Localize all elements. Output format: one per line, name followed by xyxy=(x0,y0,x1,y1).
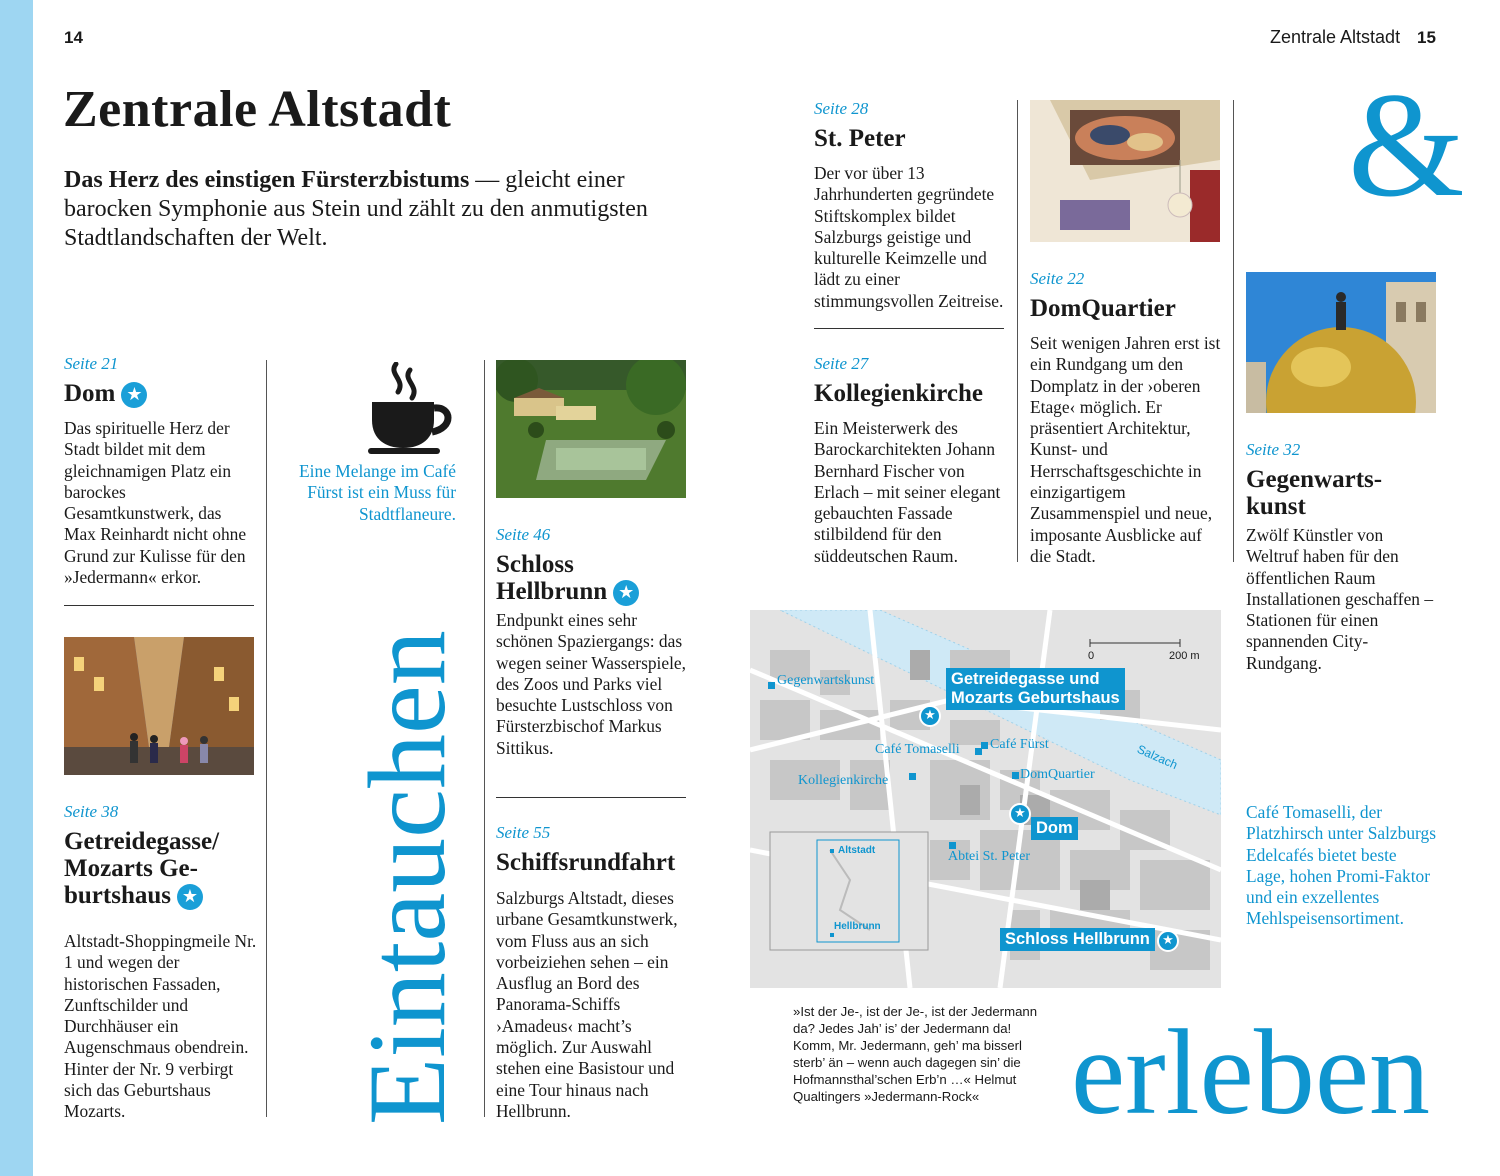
map-box-dom[interactable]: Dom xyxy=(1031,817,1078,840)
dom-heading xyxy=(64,380,147,408)
getreidegasse-heading-l2: Mozarts Ge- xyxy=(64,855,198,882)
map-label-abtei[interactable]: Abtei St. Peter xyxy=(948,849,1031,864)
st-peter-photo xyxy=(1030,100,1220,242)
map-marker-icon xyxy=(981,742,988,749)
column-divider xyxy=(1017,100,1018,562)
map-marker-icon xyxy=(975,748,982,755)
ampersand: & xyxy=(1348,62,1465,228)
schiffsrundfahrt-text: Salzburgs Altstadt, dieses urbane Gesamtkunstwerk, vom Fluss aus an sich vorbeiziehen sehen – ein Ausflug an Bord des Panorama-Schiffs ›Amadeus‹ macht’s möglich. Zur Auswahl stehen eine Basistour und eine Tour hinaus nach Hellbrunn. xyxy=(496,888,678,1121)
scale-200m-label: 200 m xyxy=(1169,650,1200,662)
star-icon: ★ xyxy=(613,580,639,606)
domquartier-heading: DomQuartier xyxy=(1030,295,1176,322)
page-edge-strip xyxy=(0,0,33,1176)
hellbrunn-page-ref: Seite 46 xyxy=(496,525,551,544)
map-marker-icon xyxy=(949,842,956,849)
gegenwartskunst-heading-l1: Gegenwarts- xyxy=(1246,466,1383,493)
page-number-left: 14 xyxy=(64,28,83,47)
st-peter-text: Der vor über 13 Jahrhunderten gegründete Stiftskomplex bildet Salzburgs geistige und kulturelle Keimzelle und lädt zu einer stimmungsvollen Zeitreise. xyxy=(814,163,1004,311)
domquartier-page-ref: Seite 22 xyxy=(1030,269,1085,288)
map-marker-icon xyxy=(909,773,916,780)
inset-label-hellbrunn: Hellbrunn xyxy=(834,921,881,932)
map-label-salzach: Salzach xyxy=(1134,741,1180,773)
gegenwartskunst-heading-l2: kunst xyxy=(1246,493,1306,520)
tomaselli-quote: Café Tomaselli, der Platzhirsch unter Salzburgs Edelcafés bietet beste Lage, hohen Promi-Faktor und ein exzellentes Mehlspeisensortiment. xyxy=(1246,802,1436,929)
map-box-getreidegasse-l2: Mozarts Geburtshaus xyxy=(951,689,1120,707)
hellbrunn-heading-l1: Schloss xyxy=(496,551,574,578)
running-head: Zentrale Altstadt xyxy=(1270,27,1401,47)
gegenwartskunst-heading xyxy=(1246,466,1382,520)
star-icon: ★ xyxy=(177,884,203,910)
map-label-gegenwartskunst[interactable]: Gegenwartskunst xyxy=(777,673,875,688)
vertical-heading-eintauchen: Eintauchen xyxy=(346,630,468,1125)
getreidegasse-heading xyxy=(64,828,219,910)
schiffsrundfahrt-heading: Schiffsrundfahrt xyxy=(496,849,676,876)
dom-page-ref: Seite 21 xyxy=(64,354,119,373)
divider xyxy=(496,797,686,798)
page-title: Zentrale Altstadt xyxy=(63,81,452,138)
map-label-cafe-tomaselli[interactable]: Café Tomaselli xyxy=(875,742,960,757)
column-divider xyxy=(484,360,485,1117)
map-label-domquartier[interactable]: DomQuartier xyxy=(1020,767,1095,782)
getreidegasse-heading-l3: burtshaus xyxy=(64,882,171,909)
map-marker-icon xyxy=(768,682,775,689)
divider xyxy=(814,328,1004,329)
getreidegasse-heading-l1: Getreidegasse/ xyxy=(64,828,220,855)
column-divider xyxy=(1233,100,1234,562)
hellbrunn-text: Endpunkt eines sehr schönen Spaziergangs: das wegen seiner Wasserspiele, des Zoos und Parks viel besuchte Lustschloss von Fürsterzbischof Markus Sittikus. xyxy=(496,610,686,758)
st-peter-heading: St. Peter xyxy=(814,125,906,152)
map-label-kollegienkirche[interactable]: Kollegienkirche xyxy=(798,773,889,788)
qualtinger-quote: »Ist der Je-, ist der Je-, ist der Jedermann da? Jedes Jah’ is’ der Jedermann da! Komm, Mr. Jedermann, geh’ ma bisserl sterb’ än – wenn auch dagegen sin’ die Hofmannsthal’schen Erb’n …« Helmut Qualtingers »Jedermann-Rock« xyxy=(793,1004,1038,1104)
column-divider xyxy=(266,360,267,1117)
map-label-cafe-fuerst[interactable]: Café Fürst xyxy=(990,737,1049,752)
heading-erleben: erleben xyxy=(1071,1005,1430,1140)
hellbrunn-photo xyxy=(496,360,686,498)
getreidegasse-page-ref: Seite 38 xyxy=(64,802,119,821)
scale-zero-label: 0 xyxy=(1088,650,1095,662)
schiffsrundfahrt-page-ref: Seite 55 xyxy=(496,823,551,842)
gegenwartskunst-text: Zwölf Künstler von Weltruf haben für den öffentlichen Raum Installationen geschaffen – Stationen für einen spannenden City-Rundgang. xyxy=(1246,525,1434,673)
dom-heading-text: Dom xyxy=(64,380,116,407)
kollegienkirche-heading: Kollegienkirche xyxy=(814,380,983,407)
divider xyxy=(64,605,254,606)
page-number-right: 15 xyxy=(1417,28,1436,47)
dom-text: Das spirituelle Herz der Stadt bildet mit dem gleichnamigen Platz ein barockes Gesamtkunstwerk, das Max Reinhardt nicht ohne Grund zur Kulisse für den »Jedermann« erkor. xyxy=(64,418,247,588)
inset-label-altstadt: Altstadt xyxy=(838,845,876,856)
star-icon: ★ xyxy=(121,382,147,408)
hellbrunn-heading xyxy=(496,551,639,606)
domquartier-text: Seit wenigen Jahren erst ist ein Rundgang um den Domplatz in der ›oberen Etage‹ möglich. Er präsentiert Architektur, Kunst- und Herrschaftsgeschichte in einzigartigem Zusammenspiel und neue, imposante Ausblicke auf die Stadt. xyxy=(1030,333,1221,566)
kollegienkirche-page-ref: Seite 27 xyxy=(814,354,869,373)
gegenwartskunst-page-ref: Seite 32 xyxy=(1246,440,1301,459)
star-icon[interactable]: ★ xyxy=(919,705,941,727)
map-box-getreidegasse-l1: Getreidegasse und xyxy=(951,670,1100,688)
map-marker-icon xyxy=(1012,772,1019,779)
intro-rest: — gleicht einer barocken Symphonie aus Stein und zählt zu den anmutigsten Stadtlandschaften der Welt. xyxy=(64,167,648,251)
cafe-quote: Eine Melange im Café Fürst ist ein Muss für Stadtflaneure. xyxy=(299,461,456,524)
hellbrunn-heading-l2: Hellbrunn xyxy=(496,578,608,605)
city-map[interactable] xyxy=(750,610,1221,988)
getreidegasse-text: Altstadt-Shoppingmeile Nr. 1 und wegen der historischen Fassaden, Zunftschilder und Durchhäuser ein Augenschmaus obendrein. Hinter der Nr. 9 verbirgt sich das Geburtshaus Mozarts. xyxy=(64,931,257,1122)
intro-paragraph xyxy=(64,166,704,253)
star-icon[interactable]: ★ xyxy=(1157,930,1179,952)
kollegienkirche-text: Ein Meisterwerk des Barockarchitekten Johann Bernhard Fischer von Erlach – mit seiner elegant gebauchten Fassade stilbildend für den süddeutschen Raum. xyxy=(814,418,1001,566)
map-box-hellbrunn[interactable]: Schloss Hellbrunn xyxy=(1000,928,1155,951)
coffee-cup-icon xyxy=(366,362,454,458)
st-peter-page-ref: Seite 28 xyxy=(814,99,869,118)
star-icon[interactable]: ★ xyxy=(1009,803,1031,825)
intro-bold: Das Herz des einstigen Fürsterzbistums xyxy=(64,167,470,193)
gegenwartskunst-photo xyxy=(1246,272,1436,413)
map-box-getreidegasse[interactable] xyxy=(946,668,1125,710)
getreidegasse-photo xyxy=(64,637,254,775)
